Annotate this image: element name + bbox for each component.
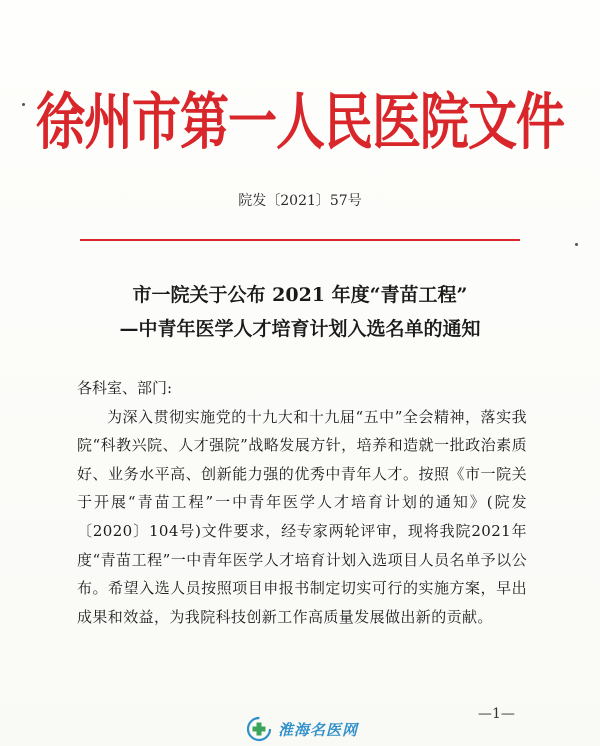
hospital-cross-logo-icon (246, 716, 272, 742)
notice-title (40, 278, 560, 346)
body-paragraph: 为深入贯彻实施党的十九大和十九届“五中”全会精神，落实我院“科教兴院、人才强院”战略发展方针，培养和造就一批政治素质好、业务水平高、创新能力强的优秀中青年人才。按照《市一院关于开展“青苗工程”一中青年医学人才培育计划的通知》(院发〔2020〕104号)文件要求，经专家两轮评审，现将我院2021年度“青苗工程”一中青年医学人才培育计划入选项目人员名单予以公布。希望入选人员按照项目申报书制定切实可行的实施方案，早出成果和效益，为我院科技创新工作高质量发展做出新的贡献。 (77, 407, 527, 626)
letterhead-title: 徐州市第一人民医院文件 (35, 85, 564, 158)
watermark (246, 716, 358, 742)
notice-title-line-1: 市一院关于公布 2021 年度“青苗工程” (132, 284, 468, 306)
scan-speck (575, 243, 578, 246)
document-number: 院发〔2021〕57号 (238, 193, 362, 209)
notice-body (77, 374, 527, 631)
notice-title-line-2: —中青年医学人才培育计划入选名单的通知 (119, 318, 481, 340)
red-divider-line (80, 239, 520, 241)
page-number: —1— (478, 706, 515, 722)
salutation: 各科室、部门: (77, 379, 173, 397)
watermark-text: 淮海名医网 (278, 720, 359, 739)
